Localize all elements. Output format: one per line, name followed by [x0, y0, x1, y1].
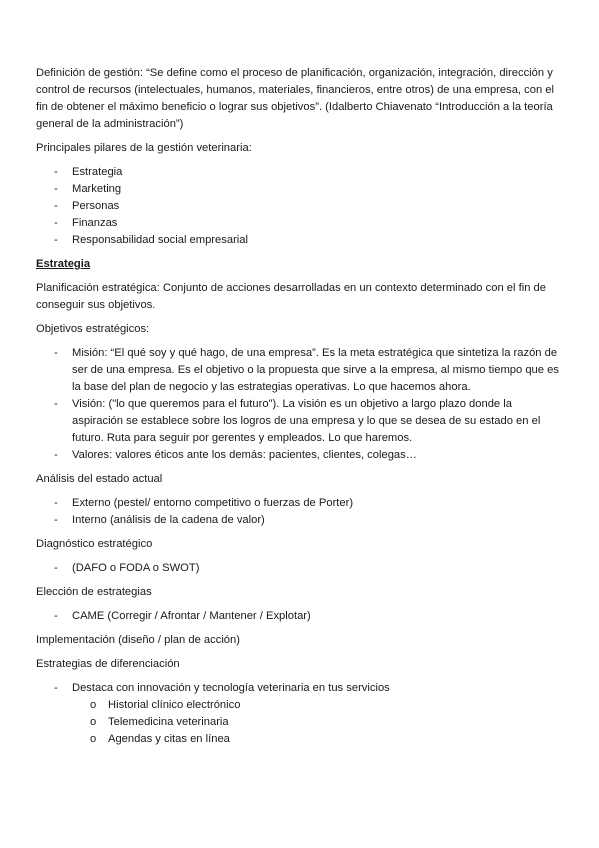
dash-marker: -	[54, 562, 58, 574]
sublist-item	[36, 714, 566, 731]
differentiation-intro: Estrategias de diferenciación	[36, 658, 180, 670]
sublist-item	[36, 731, 566, 748]
list-item-text: Destaca con innovación y tecnología veterinaria en tus servicios	[72, 682, 390, 694]
analysis-list	[36, 495, 566, 529]
implementation: Implementación (diseño / plan de acción)	[36, 634, 240, 646]
list-item	[36, 495, 566, 512]
list-item-text: Responsabilidad social empresarial	[72, 234, 248, 246]
list-item	[36, 181, 566, 198]
choice-intro: Elección de estrategias	[36, 586, 152, 598]
sublist-item-text: Telemedicina veterinaria	[108, 716, 229, 728]
list-item-text: Externo (pestel/ entorno competitivo o fuerzas de Porter)	[72, 497, 354, 509]
list-item	[36, 680, 566, 748]
list-item-text: Estrategia	[72, 166, 123, 178]
dash-marker: -	[54, 398, 58, 410]
dash-marker: -	[54, 166, 58, 178]
circle-marker: o	[90, 716, 97, 728]
circle-marker: o	[90, 733, 97, 745]
sublist-item	[36, 697, 566, 714]
list-item-text: Misión: “El qué soy y qué hago, de una empresa”. Es la meta estratégica que sintetiza la razón de ser de una empresa. Es el objetivo o la propuesta que sirve a la empresa, al mismo tiempo que es la base del plan de negocio y las estrategias operativas. Lo que hacemos ahora.	[72, 347, 559, 393]
list-item	[36, 232, 566, 249]
list-item	[36, 512, 566, 529]
list-item-text: CAME (Corregir / Afrontar / Mantener / Explotar)	[72, 610, 311, 622]
pillars-intro: Principales pilares de la gestión veterinaria:	[36, 142, 252, 154]
document-content	[36, 65, 566, 755]
management-definition: Definición de gestión: “Se define como el proceso de planificación, organización, integración, dirección y control de recursos (intelectuales, humanos, materiales, financieros, entre otros) de una empresa, con el fin de obtener el máximo beneficio o lograr sus objetivos”. (Idalberto Chiavenato “Introducción a la teoría general de la administración”)	[36, 67, 554, 130]
list-item-text: (DAFO o FODA o SWOT)	[72, 562, 200, 574]
list-item	[36, 447, 566, 464]
dash-marker: -	[54, 217, 58, 229]
list-item	[36, 215, 566, 232]
objectives-intro: Objetivos estratégicos:	[36, 323, 150, 335]
list-item	[36, 560, 566, 577]
list-item	[36, 345, 566, 396]
dash-marker: -	[54, 514, 58, 526]
list-item-text: Marketing	[72, 183, 122, 195]
sublist-item-text: Historial clínico electrónico	[108, 699, 241, 711]
list-item	[36, 198, 566, 215]
list-item-text: Interno (análisis de la cadena de valor)	[72, 514, 265, 526]
differentiation-sublist	[36, 697, 566, 748]
list-item	[36, 164, 566, 181]
list-item	[36, 608, 566, 625]
list-item-text: Finanzas	[72, 217, 118, 229]
circle-marker: o	[90, 699, 97, 711]
dash-marker: -	[54, 347, 58, 359]
analysis-intro: Análisis del estado actual	[36, 473, 163, 485]
dash-marker: -	[54, 449, 58, 461]
sublist-item-text: Agendas y citas en línea	[108, 733, 230, 745]
strategic-planning: Planificación estratégica: Conjunto de acciones desarrolladas en un contexto determinado con el fin de conseguir sus objetivos.	[36, 282, 546, 311]
diagnosis-intro: Diagnóstico estratégico	[36, 538, 153, 550]
list-item-text: Visión: ("lo que queremos para el futuro"). La visión es un objetivo a largo plazo donde la aspiración se establece sobre los logros de una empresa y lo que se desea de su estado en el futuro. Ruta para seguir por gerentes y empleados. Lo que haremos.	[72, 398, 541, 444]
list-item-text: Valores: valores éticos ante los demás: pacientes, clientes, colegas…	[72, 449, 417, 461]
differentiation-list	[36, 680, 566, 748]
dash-marker: -	[54, 682, 58, 694]
strategy-heading: Estrategia	[36, 258, 91, 270]
dash-marker: -	[54, 610, 58, 622]
dash-marker: -	[54, 200, 58, 212]
list-item-text: Personas	[72, 200, 120, 212]
diagnosis-list	[36, 560, 566, 577]
list-item	[36, 396, 566, 447]
pillars-list	[36, 164, 566, 249]
dash-marker: -	[54, 497, 58, 509]
objectives-list	[36, 345, 566, 464]
choice-list	[36, 608, 566, 625]
dash-marker: -	[54, 234, 58, 246]
dash-marker: -	[54, 183, 58, 195]
